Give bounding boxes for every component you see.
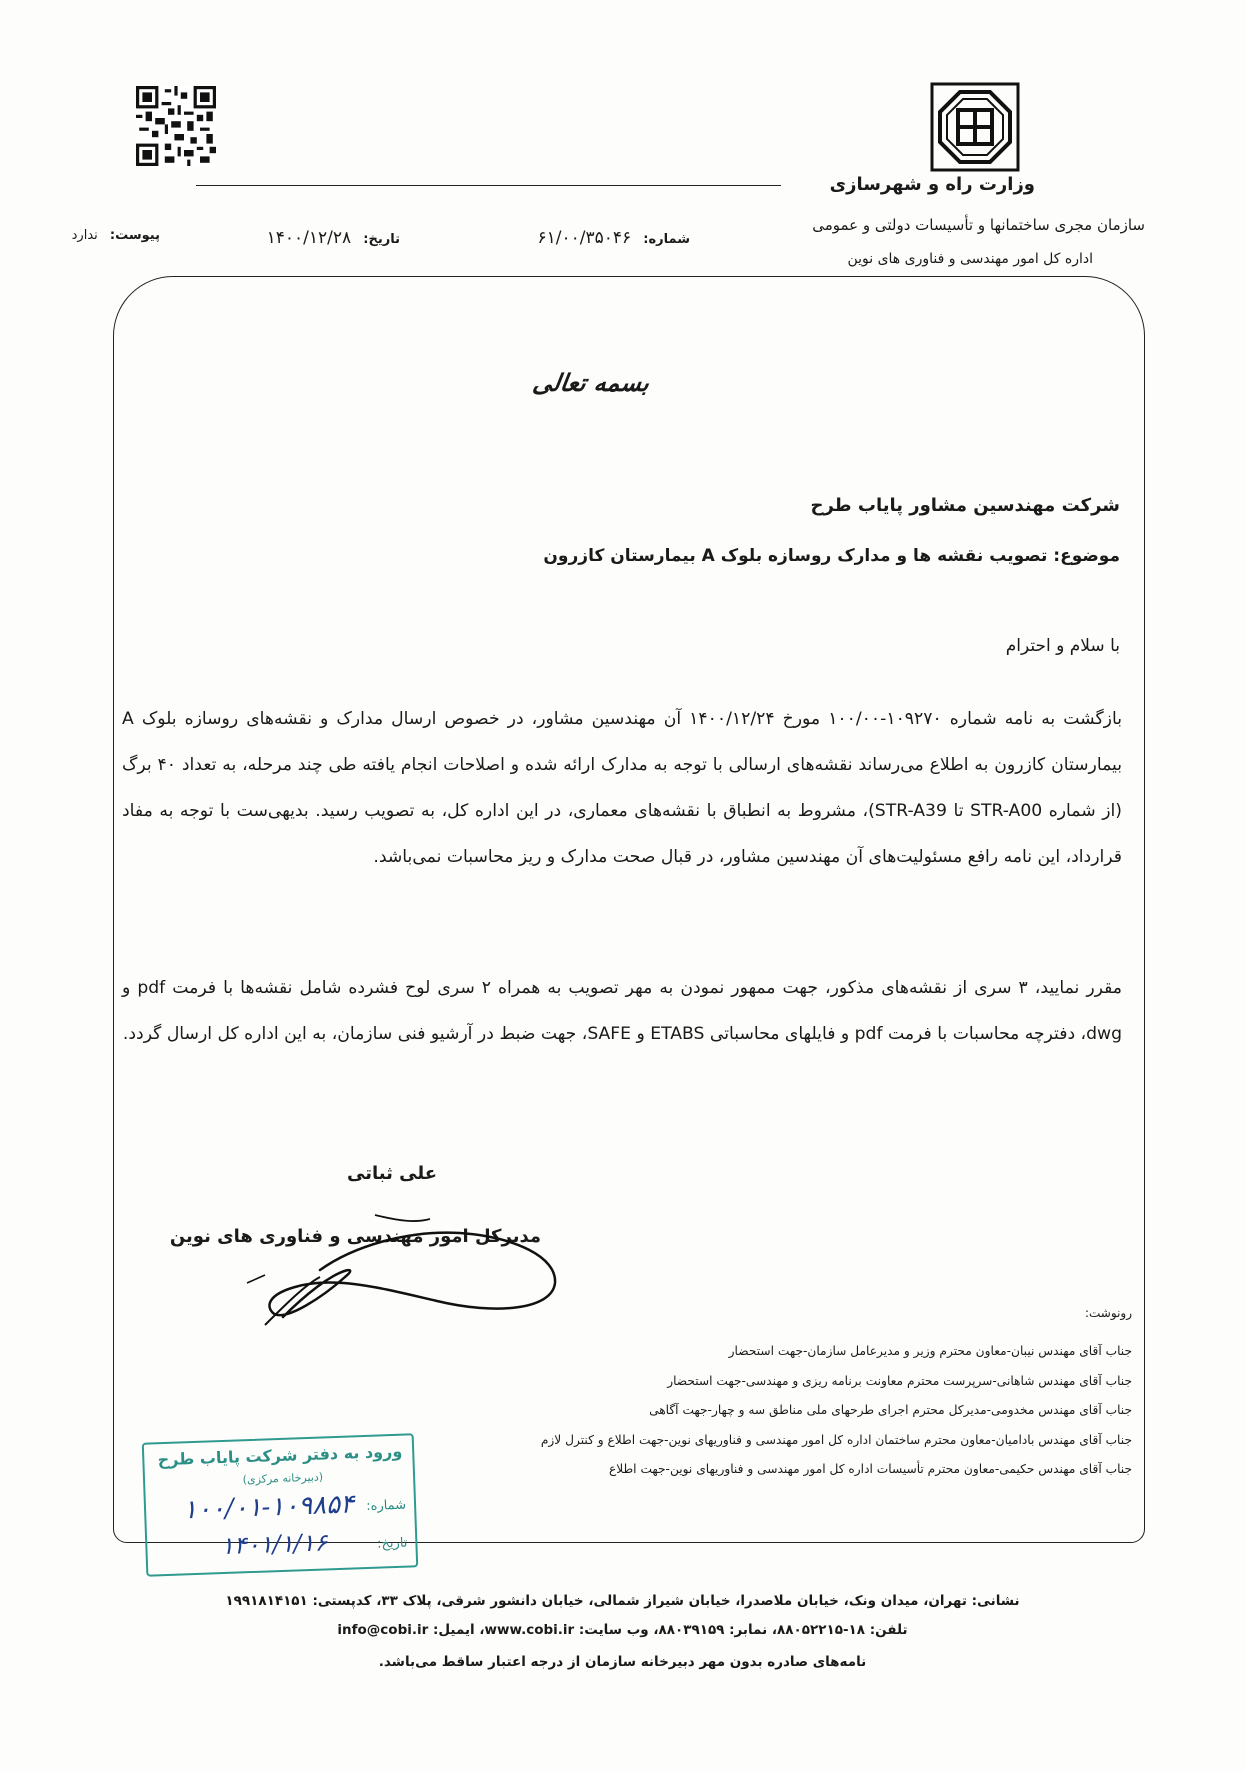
- letter-date-label: تاریخ:: [363, 232, 400, 247]
- ministry-logo-icon: [930, 82, 1020, 172]
- letter-number: [537, 228, 690, 248]
- recipient-line: شرکت مهندسین مشاور پایاب طرح: [810, 495, 1120, 516]
- subject-line: موضوع: تصویب نقشه ها و مدارک روسازه بلوک A بیمارستان کازرون: [543, 546, 1120, 566]
- letter-date-value: ۱۴۰۰/۱۲/۲۸: [266, 228, 352, 248]
- footer-note: نامه‌های صادره بدون مهر دبیرخانه سازمان از درجه اعتبار ساقط می‌باشد.: [378, 1654, 867, 1670]
- cc-title: رونوشت:: [1084, 1306, 1132, 1320]
- header-divider: [196, 185, 781, 186]
- handwritten-signature: [225, 1175, 570, 1335]
- stamp-number-label: شماره:: [365, 1497, 407, 1514]
- cc-item: جناب آقای مهندس حکیمی-معاون محترم تأسیسات اداره کل امور مهندسی و فناوریهای نوین-جهت اطلاع: [608, 1462, 1132, 1476]
- stamp-date-label: تاریخ:: [376, 1535, 408, 1552]
- cc-item: جناب آقای مهندس بادامیان-معاون محترم ساختمان اداره کل امور مهندسی و فناوریهای نوین-جهت اطلاع و کنترل لازم: [540, 1432, 1132, 1447]
- ministry-name: وزارت راه و شهرسازی: [829, 174, 1035, 195]
- body-paragraph-1: بازگشت به نامه شماره ۱۰۹۲۷۰-۱۰۰/۰۰ مورخ ۱۴۰۰/۱۲/۲۴ آن مهندسین مشاور، در خصوص ارسال مدارک و نقشه‌های روسازه بلوک A بیمارستان کازرون به اطلاع می‌رساند نقشه‌های ارسالی با توجه به مدارک ارائه شده و اصلاحات انجام یافته طی چند مرحله، به تعداد ۴۰ برگ (از شماره STR-A00 تا STR-A39)، مشروط به انطباق با نقشه‌های معماری، در این اداره کل، به تصویب رسید. بدیهی‌ست با توجه به مفاد قرارداد، این نامه رافع مسئولیت‌های آن مهندسین مشاور، در قبال صحت مدارک و ریز محاسبات نمی‌باشد.: [122, 709, 1122, 867]
- cc-item: جناب آقای مهندس مخدومی-مدیرکل محترم اجرای طرحهای ملی مناطق سه و چهار-جهت آگاهی: [649, 1403, 1132, 1417]
- letter-attachment: [72, 228, 160, 243]
- stamp-date-value: ۱۴۰۱/۱/۱۶: [220, 1528, 328, 1561]
- footer-address: نشانی: تهران، میدان ونک، خیابان ملاصدرا، خیابان شیراز شمالی، خیابان دانشور شرقی، پلاک ۳۳، کدپستی: ۱۹۹۱۸۱۴۱۵۱: [225, 1593, 1020, 1609]
- signer-name: علی ثباتی: [347, 1163, 437, 1184]
- letter-date: [267, 228, 400, 248]
- qr-code-icon: [136, 86, 216, 166]
- bismillah-heading: بسمه تعالی: [530, 368, 652, 397]
- cc-list: [541, 1337, 1132, 1485]
- cc-item: جناب آقای مهندس شاهانی-سرپرست محترم معاونت برنامه ریزی و مهندسی-جهت استحضار: [667, 1373, 1132, 1388]
- attachment-label: پیوست:: [109, 228, 160, 243]
- body-paragraph-2: مقرر نمایید، ۳ سری از نقشه‌های مذکور، جهت ممهور نمودن به مهر تصویب به همراه ۲ سری لوح فشرده شامل نقشه‌ها با فرمت pdf و dwg، دفترچه محاسبات با فرمت pdf و فایلهای محاسباتی ETABS و SAFE، جهت ضبط در آرشیو فنی سازمان، به این اداره کل ارسال گردد.: [122, 978, 1123, 1044]
- letter-number-value: ۶۱/۰۰/۳۵۰۴۶: [537, 228, 632, 248]
- stamp-number-value: ۱۰۰/۰۱-۱۰۹۸۵۴: [182, 1489, 355, 1526]
- stamp-subtitle: (دبیرخانه مرکزی): [242, 1470, 324, 1487]
- stamp-title: ورود به دفتر شرکت پایاب طرح: [157, 1441, 403, 1470]
- cc-item: جناب آقای مهندس نیبان-معاون محترم وزیر و مدیرعامل سازمان-جهت استحضار: [728, 1344, 1132, 1358]
- footer-contact: تلفن: ۱۸-۸۸۰۵۲۲۱۵، نمابر: ۸۸۰۳۹۱۵۹، وب سایت: www.cobi.ir، ایمیل: info@cobi.ir: [337, 1622, 908, 1638]
- letter-number-label: شماره:: [643, 232, 690, 247]
- department-name: اداره کل امور مهندسی و فناوری های نوین: [847, 251, 1093, 267]
- greeting: با سلام و احترام: [1005, 636, 1120, 656]
- organization-name: سازمان مجری ساختمانها و تأسیسات دولتی و عمومی: [812, 216, 1145, 234]
- received-stamp: [142, 1433, 419, 1576]
- signer-title: مدیرکل امور مهندسی و فناوری های نوین: [169, 1226, 541, 1247]
- attachment-value: ندارد: [71, 228, 98, 243]
